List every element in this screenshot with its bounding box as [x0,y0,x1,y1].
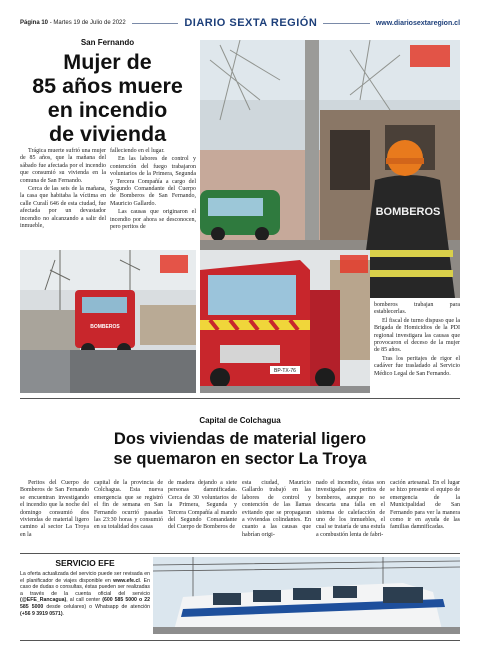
article2-column-4 [242,480,311,540]
header-rule-right [323,23,370,24]
efe-text-part: La oferta actualizada del servicio puede ser revisada en el planificador de viajes disponible en [20,571,150,584]
paragraph: capital de la provincia de Colchagua. Esta nueva emergencia que se registró el fin de semana en San Fernando ocurrió pasadas las 23:30 horas y consumió en su totalidad dos casas [94,480,163,531]
paragraph: bomberos trabajan para establecerlas. [374,302,460,316]
paragraph: esta ciudad, Mauricio Gallardo trabajó en las labores de control y contención de las llamas evitando que se propagaran a viviendas colindantes. En cuanto a las causas que habrían origi- [242,480,311,538]
efe-phones: (600 585 5000 o 22 585 5000 [20,597,150,610]
article2-column-2 [94,480,163,533]
article2-column-5 [316,480,385,540]
section-divider [20,553,460,554]
paragraph: nado el incendio, éstas son investigadas por peritos de bomberos, aunque no se descarta una falla en el sistema de calefacción de uno de los inmuebles, el cual se trataría de una estufa a combustión lenta de fabri- [316,480,385,538]
efe-whatsapp: (+56 9 3919 0571) [20,610,63,617]
paragraph: Peritos del Cuerpo de Bomberos de San Fernando se encuentran investigando el incendio que la noche del domingo consumió dos viviendas de material ligero camino al sector La Troya en la [20,480,89,538]
page-date: - Martes 19 de Julio de 2022 [49,20,126,26]
efe-title: SERVICIO EFE [55,558,115,568]
article2-headline-line: Dos viviendas de material ligero [113,430,367,448]
efe-text-part: . En caso de dudas o consultas, éstas pueden ser realizadas a través de la cuenta oficial del servicio [20,577,150,597]
paragraph: Cerca de las seis de la mañana, la casa que habitaba la víctima en calle Curalí 646 de esta ciudad, fue afectada por un devastador incendio no alcanzando a salir del inmueble, [20,186,106,230]
article1-headline-line: 85 años muere [32,74,183,98]
page-number: Página 10 [20,20,49,26]
masthead: DIARIO SEXTA REGIÓN [184,17,318,29]
photo-train [153,557,460,634]
efe-text-part: desde celulares) o Whatsapp de atención [43,603,150,610]
section-divider [20,398,460,399]
article2-kicker: Capital de Colchagua [199,416,281,425]
article1-kicker: San Fernando [80,38,135,47]
paragraph: cación artesanal. En el lugar se hizo presente el equipo de emergencia de la Municipalidad de San Fernando para ver la manera como ir en ayuda de las familias damnificadas. [390,480,460,531]
article2-column-3 [168,480,237,533]
efe-text [20,571,150,617]
paragraph: El fiscal de turno dispuso que la Brigada de Homicidios de la PDI regional investigara las causas que provocaron el deceso de la mujer de 85 años. [374,317,460,354]
article1-headline [20,50,195,146]
paragraph: de madera dejando a siete personas damnificadas. Cerca de 30 voluntarios de la Primera, Segunda y Tercera Compañía al mando del Segundo Comandante del Cuerpo de Bomberos de [168,480,237,531]
paragraph: Tras los peritajes de rigor el cadáver fue trasladado al Servicio Médico Legal de San Fernando. [374,355,460,377]
efe-notice [20,558,150,634]
efe-website-link[interactable]: www.efe.cl [113,577,140,584]
paragraph: Trágica muerte sufrió una mujer de 85 años, que la mañana del sábado fue afectada por el incendio que consumió su vivienda en la comuna de San Fernando. [20,148,106,184]
article1-headline-line: Mujer de [63,50,152,74]
article1-column-3 [374,302,460,379]
photo-street-truck [20,250,196,393]
header-rule-left [132,23,179,24]
photo-fire-truck [200,250,370,393]
footer-rule [20,640,460,641]
website-link[interactable]: www.diariosextaregion.cl [375,19,461,27]
paragraph: falleciendo en el lugar. [110,148,165,154]
efe-text-part: , al call center [66,597,103,604]
jacket-lettering: BOMBEROS [375,206,441,218]
article2-headline-line: se quemaron en sector La Troya [113,450,367,468]
article2-column-6 [390,480,460,533]
efe-text-part: . [62,610,64,617]
article2-headline [20,429,460,469]
page-info [20,20,126,26]
article1-column-2 [110,148,196,232]
paragraph: En las labores de control y contención del fuego trabajaron voluntarios de la Primera, Segunda y Tercera Compañía a cargo del Segundo Comandante del Cuerpo de Bomberos de San Fernando, Mauricio Gallardo. [110,156,196,207]
truck-lettering: BOMBEROS [90,324,120,330]
article2-column-1 [20,480,89,540]
paragraph: Las causas que originaron el incendio por ahora se desconocen, pero peritos de [110,209,196,231]
article1-headline-line: de vivienda [48,122,167,146]
article1-headline-line: en incendio [47,98,168,122]
article1-column-1 [20,148,106,231]
efe-twitter-handle: (@EFE_Rancagua) [20,597,67,604]
page-header [20,14,460,32]
truck-plate: BP-TX-76 [274,368,296,374]
